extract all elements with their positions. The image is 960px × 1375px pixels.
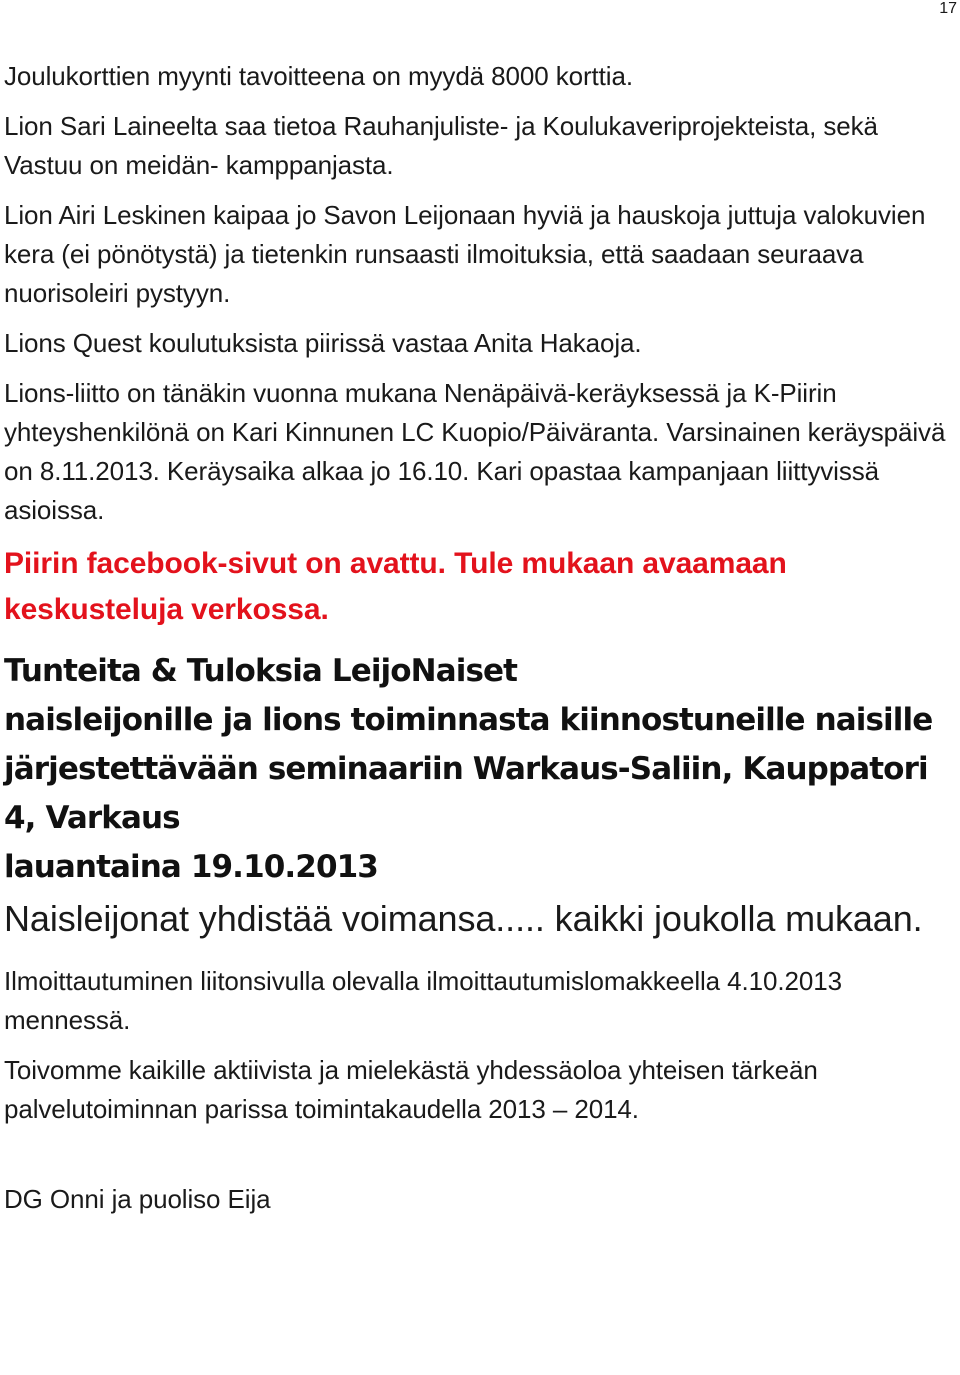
page-number: 17 — [939, 0, 957, 17]
seminar-title: Tunteita & Tuloksia LeijoNaiset — [4, 653, 518, 689]
facebook-announcement: Piirin facebook-sivut on avattu. Tule mukaan avaamaan keskusteluja verkossa. — [4, 547, 787, 626]
paragraph-lions-quest: Lions Quest koulutuksista piirissä vastaa Anita Hakaoja. — [4, 328, 642, 358]
seminar-description: naisleijonille ja lions toiminnasta kiinnostuneille naisille järjestettävään seminaariin Warkaus-Saliin, Kauppatori 4, Varkaus — [4, 702, 933, 836]
closing-wishes: Toivomme kaikille aktiivista ja mielekästä yhdessäoloa yhteisen tärkeän palvelutoiminnan parissa toimintakaudella 2013 – 2014. — [4, 1055, 818, 1124]
registration-info: Ilmoittautuminen liitonsivulla olevalla ilmoittautumislomakkeella 4.10.2013 mennessä. — [4, 966, 842, 1035]
paragraph-nenapaiva: Lions-liitto on tänäkin vuonna mukana Nenäpäivä-keräyksessä ja K-Piirin yhteyshenkilönä on Kari Kinnunen LC Kuopio/Päiväranta. Varsinainen keräyspäivä on 8.11.2013. Keräysaika alkaa jo 16.10. Kari opastaa kampanjaan liittyvissä asioissa. — [4, 378, 946, 525]
signature: DG Onni ja puoliso Eija — [4, 1184, 271, 1214]
paragraph-christmas-cards: Joulukorttien myynti tavoitteena on myydä 8000 korttia. — [4, 61, 633, 91]
document-body — [4, 57, 956, 1230]
seminar-slogan: Naisleijonat yhdistää voimansa..... kaikki joukolla mukaan. — [4, 898, 923, 939]
seminar-date: lauantaina 19.10.2013 — [4, 849, 378, 885]
paragraph-savon-leijona: Lion Airi Leskinen kaipaa jo Savon Leijonaan hyviä ja hauskoja juttuja valokuvien kera (ei pönötystä) ja tietenkin runsaasti ilmoituksia, että saadaan seuraava nuorisoleiri pystyyn. — [4, 200, 926, 308]
paragraph-projects-info: Lion Sari Laineelta saa tietoa Rauhanjuliste- ja Koulukaveriprojekteista, sekä Vastuu on meidän- kamppanjasta. — [4, 111, 878, 180]
